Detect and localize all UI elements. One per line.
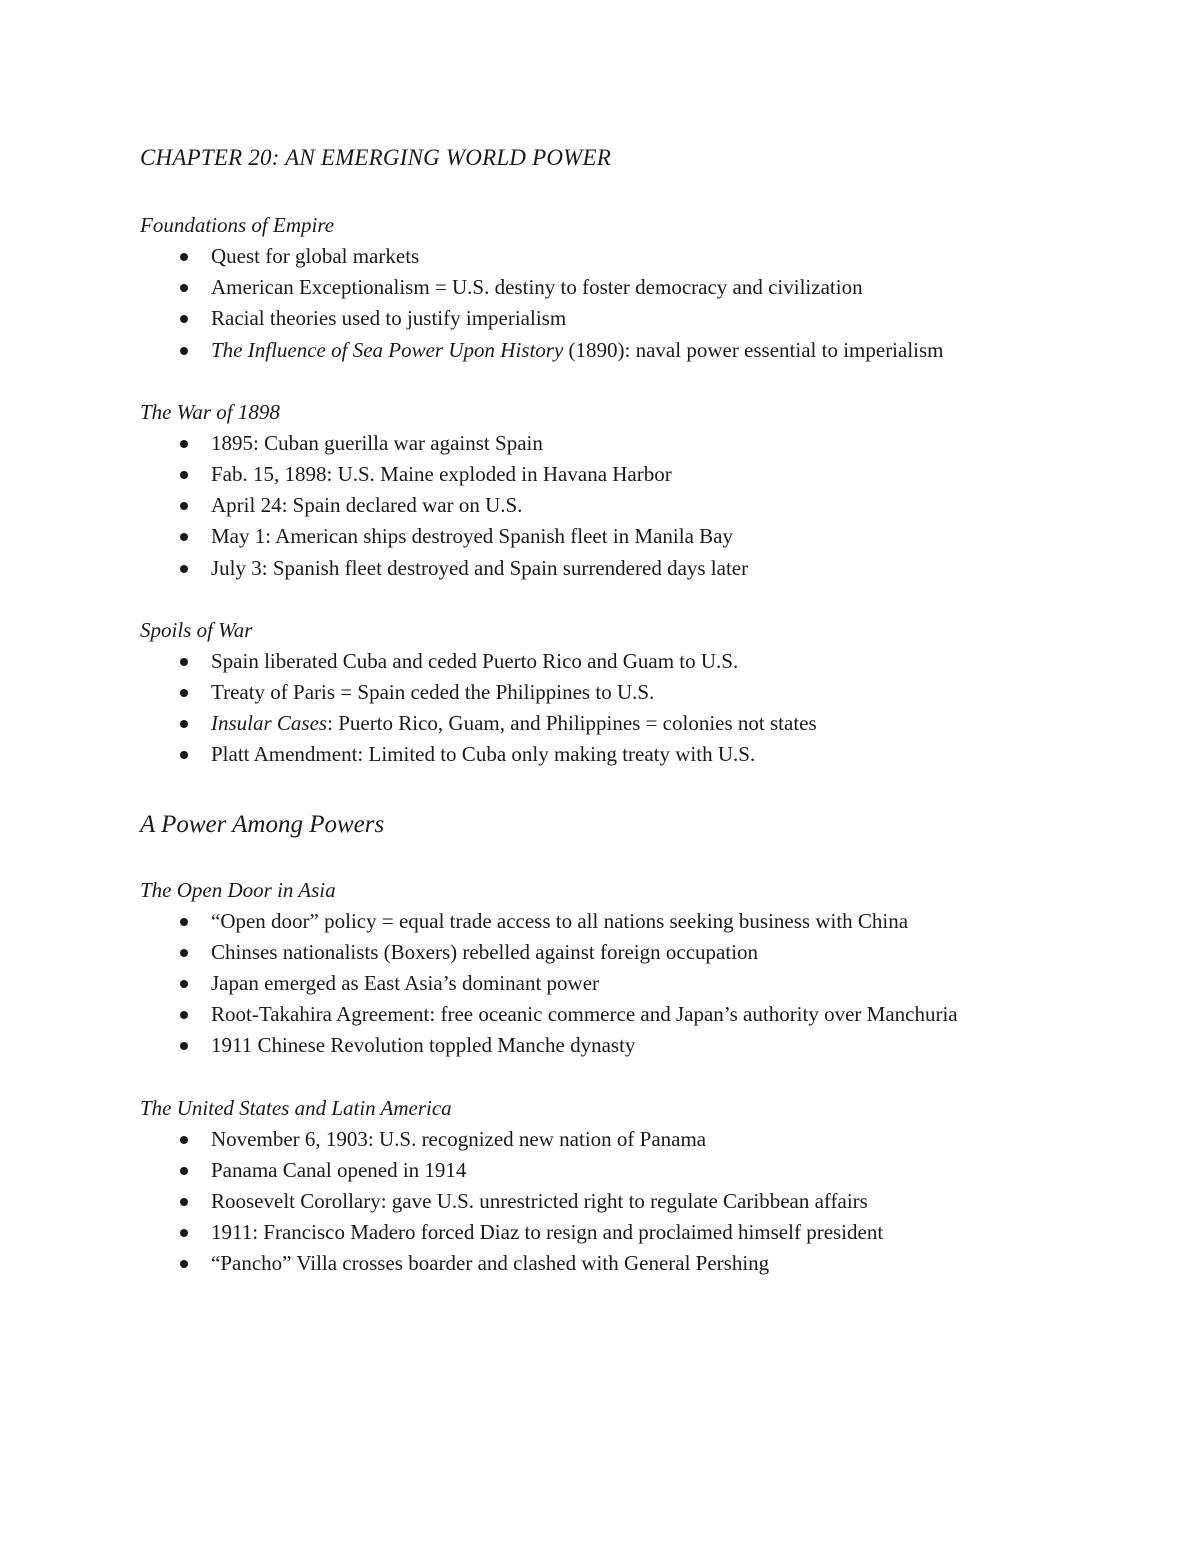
- italic-title: Insular Cases: [211, 711, 328, 736]
- chapter-title: CHAPTER 20: AN EMERGING WORLD POWER: [140, 145, 611, 170]
- list-item: [140, 1030, 1100, 1061]
- list-item: [140, 677, 1100, 708]
- list-item: [140, 1155, 1100, 1186]
- bullet-icon: [180, 1136, 188, 1144]
- bullet-icon: [180, 471, 188, 479]
- list-item-text: 1911: Francisco Madero forced Diaz to resign and proclaimed himself president: [211, 1220, 884, 1245]
- bullet-icon: [180, 980, 188, 988]
- bullet-icon: [180, 1229, 188, 1237]
- list-item: [140, 708, 1100, 739]
- bullet-icon: [180, 751, 188, 759]
- bullet-list: [140, 906, 1100, 1062]
- part-two: [140, 875, 1100, 1280]
- list-item: [140, 1248, 1100, 1279]
- list-item: [140, 459, 1100, 490]
- list-item-text: “Open door” policy = equal trade access to all nations seeking business with China: [211, 908, 909, 933]
- list-item-text: April 24: Spain declared war on U.S.: [211, 493, 523, 518]
- bullet-icon: [180, 533, 188, 541]
- list-item-text: 1911 Chinese Revolution toppled Manche dynasty: [211, 1033, 636, 1058]
- list-item: [140, 303, 1100, 334]
- section-title: A Power Among Powers: [140, 810, 385, 838]
- subsection-spoils-of-war: [140, 615, 1100, 771]
- subsection-foundations-of-empire: [140, 210, 1100, 366]
- bullet-icon: [180, 565, 188, 573]
- bullet-icon: [180, 689, 188, 697]
- list-item: [140, 553, 1100, 584]
- list-item: [140, 739, 1100, 770]
- italic-title: The Influence of Sea Power Upon History: [211, 337, 564, 362]
- list-item-text: “Pancho” Villa crosses boarder and clashed with General Pershing: [211, 1251, 770, 1276]
- list-item-text: Platt Amendment: Limited to Cuba only making treaty with U.S.: [211, 742, 756, 767]
- bullet-list: [140, 241, 1100, 366]
- subsection-the-united-states-and-latin-america: [140, 1093, 1100, 1280]
- bullet-icon: [180, 1198, 188, 1206]
- list-item-text: Quest for global markets: [211, 244, 420, 268]
- list-item-text: Japan emerged as East Asia’s dominant power: [211, 971, 600, 996]
- subsection-heading: The United States and Latin America: [140, 1095, 452, 1120]
- bullet-icon: [180, 440, 188, 448]
- bullet-icon: [180, 1167, 188, 1175]
- list-item-text: Treaty of Paris = Spain ceded the Philippines to U.S.: [211, 680, 655, 705]
- bullet-icon: [180, 918, 188, 926]
- bullet-icon: [180, 1042, 188, 1050]
- list-item: [140, 241, 1100, 272]
- subsection-heading: Spoils of War: [140, 617, 253, 642]
- list-item-text: (1890): naval power essential to imperialism: [563, 337, 944, 362]
- bullet-icon: [180, 658, 188, 666]
- list-item-text: Chinses nationalists (Boxers) rebelled against foreign occupation: [211, 939, 759, 964]
- list-item-text: American Exceptionalism = U.S. destiny to foster democracy and civilization: [211, 275, 863, 300]
- list-item: [140, 272, 1100, 303]
- subsection-heading: Foundations of Empire: [140, 213, 335, 237]
- bullet-icon: [180, 1011, 188, 1019]
- bullet-icon: [180, 502, 188, 510]
- bullet-icon: [180, 1260, 188, 1268]
- list-item: [140, 1186, 1100, 1217]
- subsection-the-open-door-in-asia: [140, 875, 1100, 1062]
- list-item-text: 1895: Cuban guerilla war against Spain: [211, 430, 543, 455]
- list-item: [140, 490, 1100, 521]
- list-item-text: July 3: Spanish fleet destroyed and Spain surrendered days later: [211, 555, 749, 580]
- list-item: [140, 968, 1100, 999]
- list-item-text: November 6, 1903: U.S. recognized new nation of Panama: [211, 1126, 707, 1151]
- list-item-text: Root-Takahira Agreement: free oceanic commerce and Japan’s authority over Manchuria: [211, 1002, 958, 1027]
- list-item: [140, 937, 1100, 968]
- bullet-icon: [180, 720, 188, 728]
- bullet-list: [140, 428, 1100, 584]
- subsection-the-war-of-1898: [140, 397, 1100, 584]
- bullet-icon: [180, 284, 188, 292]
- bullet-icon: [180, 949, 188, 957]
- list-item-text: Racial theories used to justify imperialism: [211, 306, 567, 331]
- part-one: [140, 210, 1100, 771]
- list-item-text: : Puerto Rico, Guam, and Philippines = colonies not states: [327, 711, 817, 736]
- subsection-heading: The War of 1898: [140, 399, 280, 424]
- bullet-list: [140, 646, 1100, 771]
- list-item: [140, 906, 1100, 937]
- list-item-text: May 1: American ships destroyed Spanish fleet in Manila Bay: [211, 524, 733, 549]
- list-item-text: Spain liberated Cuba and ceded Puerto Rico and Guam to U.S.: [211, 648, 739, 673]
- bullet-icon: [180, 347, 188, 355]
- list-item: [140, 521, 1100, 552]
- document-page: [140, 140, 1100, 1311]
- list-item: [140, 428, 1100, 459]
- list-item-text: Roosevelt Corollary: gave U.S. unrestricted right to regulate Caribbean affairs: [211, 1189, 868, 1214]
- list-item: [140, 1124, 1100, 1155]
- list-item-text: Panama Canal opened in 1914: [211, 1157, 467, 1182]
- bullet-icon: [180, 253, 188, 261]
- subsection-heading: The Open Door in Asia: [140, 877, 336, 902]
- list-item: [140, 646, 1100, 677]
- list-item: [140, 999, 1100, 1030]
- list-item: [140, 1217, 1100, 1248]
- bullet-list: [140, 1124, 1100, 1280]
- list-item: [140, 335, 1100, 366]
- bullet-icon: [180, 315, 188, 323]
- list-item-text: Fab. 15, 1898: U.S. Maine exploded in Havana Harbor: [211, 462, 672, 487]
